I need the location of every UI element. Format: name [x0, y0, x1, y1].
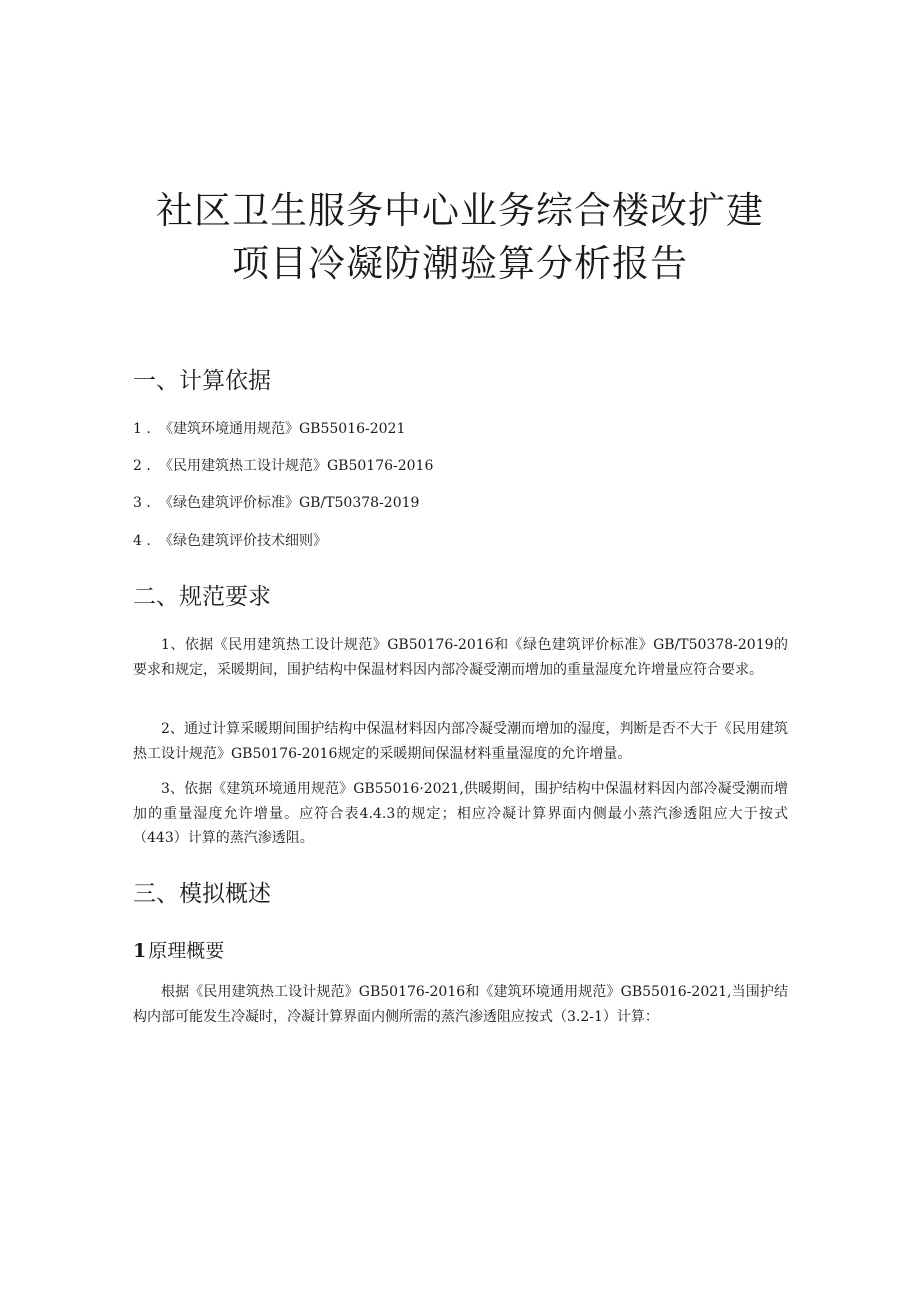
subsection-number: 1	[133, 940, 147, 962]
requirement-paragraph: 1、依据《民用建筑热工设计规范》GB50176-2016和《绿色建筑评价标准》GB/T50378-2019的要求和规定，采暖期间，围护结构中保温材料因内部冷凝受潮而增加的重量湿度允许增量应符合要求。	[133, 637, 788, 678]
reference-text: 《绿色建筑评价标准》GB/T50378-2019	[159, 495, 420, 511]
document-title-line-2: 项目冷凝防潮验算分析报告	[232, 242, 688, 285]
document-title-line-1: 社区卫生服务中心业务综合楼改扩建	[156, 189, 764, 232]
reference-number: 1 .	[133, 421, 151, 437]
overview-paragraph: 根据《民用建筑热工设计规范》GB50176-2016和《建筑环境通用规范》GB55016-2021,当围护结构内部可能发生冷凝时，冷凝计算界面内侧所需的蒸汽渗透阻应按式（3.2-1）计算：	[133, 984, 788, 1025]
requirement-paragraph: 2、通过计算采暖期间围护结构中保温材料因内部冷凝受潮而增加的湿度，判断是否不大于《民用建筑热工设计规范》GB50176-2016规定的采暖期间保温材料重量湿度的允许增量。	[133, 721, 788, 762]
subsection-heading	[133, 942, 224, 961]
reference-text: 《民用建筑热工设计规范》GB50176-2016	[159, 458, 434, 474]
reference-number: 4 .	[133, 533, 151, 549]
section-heading-overview: 三、模拟概述	[133, 881, 271, 907]
requirement-paragraph: 3、依据《建筑环境通用规范》GB55016·2021,供暖期间，围护结构中保温材料因内部冷凝受潮而增加的重量湿度允许增量。应符合表4.4.3的规定；相应冷凝计算界面内侧最小蒸汽渗透阻应大于按式（443）计算的蒸汽渗透阻。	[133, 781, 788, 846]
subsection-title: 原理概要	[148, 940, 225, 962]
reference-item	[133, 422, 405, 436]
reference-text: 《建筑环境通用规范》GB55016-2021	[159, 421, 406, 437]
reference-number: 3 .	[133, 495, 151, 511]
reference-text: 《绿色建筑评价技术细则》	[159, 533, 327, 549]
reference-item	[133, 459, 433, 473]
reference-item	[133, 496, 419, 510]
reference-item	[133, 534, 327, 548]
section-heading-basis: 一、计算依据	[133, 368, 271, 394]
section-heading-requirements: 二、规范要求	[133, 584, 271, 610]
reference-number: 2 .	[133, 458, 151, 474]
